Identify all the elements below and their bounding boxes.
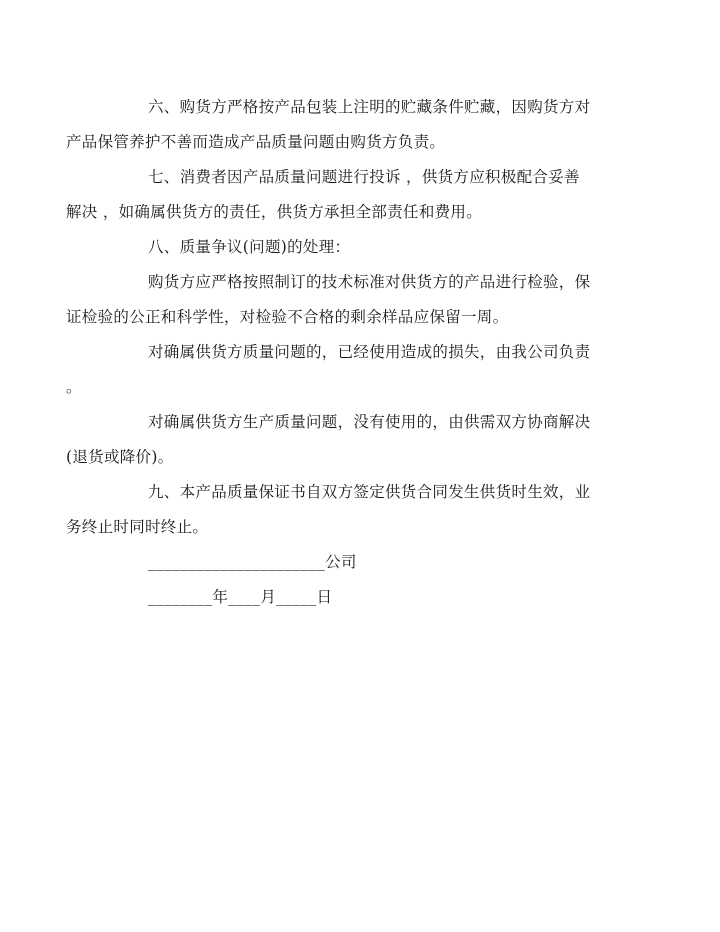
text-line: 七、消费者因产品质量问题进行投诉 ，供货方应积极配合妥善 xyxy=(148,168,580,186)
text-line: 务终止时同时终止。 xyxy=(66,518,209,536)
clause-six xyxy=(66,90,613,160)
text-line: 六、购货方严格按产品包装上注明的贮藏条件贮藏，因购货方对 xyxy=(148,98,591,116)
clause-eight-used-loss xyxy=(66,335,613,405)
text-line: 购货方应严格按照制订的技术标准对供货方的产品进行检验，保 xyxy=(148,273,591,291)
document-body xyxy=(66,90,613,615)
signature-date-line: ________年____月_____日 xyxy=(148,588,333,606)
clause-eight-heading xyxy=(107,230,613,265)
text-line: 产品保管养护不善而造成产品质量问题由购货方负责。 xyxy=(66,133,446,151)
text-line: 八、质量争议(问题)的处理： xyxy=(148,238,351,256)
clause-eight-inspection xyxy=(66,265,613,335)
text-line: 证检验的公正和科学性，对检验不合格的剩余样品应保留一周。 xyxy=(66,308,509,326)
text-line: 。 xyxy=(66,378,82,396)
text-line: 解决 ，如确属供货方的责任，供货方承担全部责任和费用。 xyxy=(66,203,483,221)
clause-eight-unused xyxy=(66,405,613,475)
clause-nine xyxy=(66,475,613,545)
text-line: (退货或降价)。 xyxy=(66,448,174,466)
text-line: 对确属供货方生产质量问题，没有使用的，由供需双方协商解决 xyxy=(148,413,591,431)
signature-company-line: ______________________公司 xyxy=(148,553,357,571)
text-line: 对确属供货方质量问题的，已经使用造成的损失，由我公司负责 xyxy=(148,343,591,361)
text-line: 九、本产品质量保证书自双方签定供货合同发生供货时生效，业 xyxy=(148,483,591,501)
clause-seven xyxy=(66,160,613,230)
